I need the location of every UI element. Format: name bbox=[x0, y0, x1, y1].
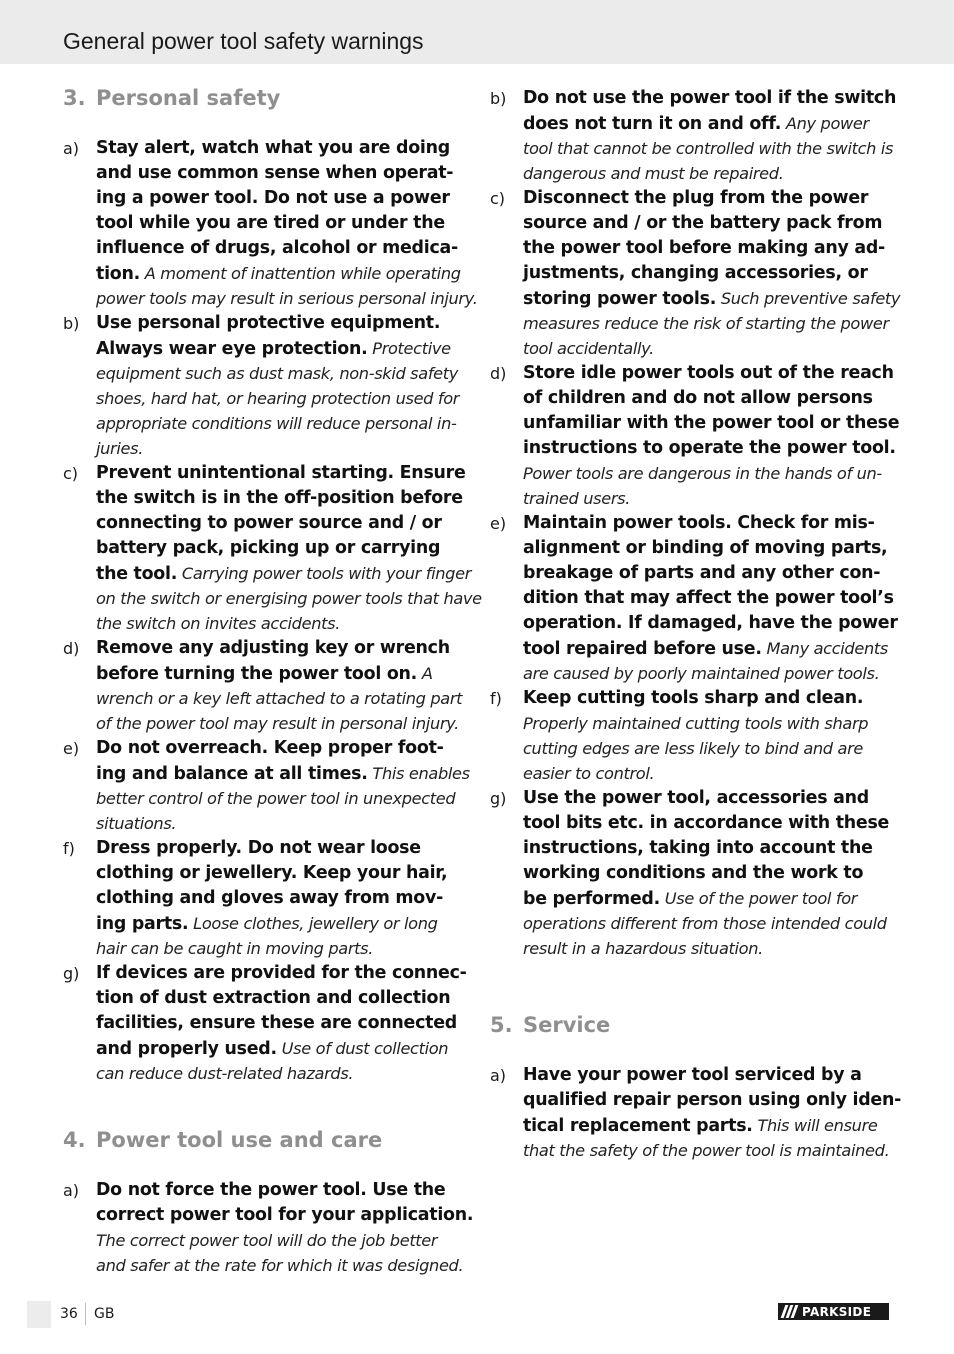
text-line bbox=[523, 1138, 901, 1163]
italic-text: operations different from those intended could bbox=[523, 914, 887, 933]
list-item bbox=[490, 686, 890, 786]
bold-text: alignment or binding of moving parts, bbox=[523, 538, 888, 558]
text-line bbox=[523, 211, 900, 236]
item-label: a) bbox=[63, 139, 80, 158]
item-label: d) bbox=[490, 364, 507, 383]
text-line bbox=[96, 736, 470, 761]
italic-text: Loose clothes, jewellery or long bbox=[188, 914, 438, 933]
text-line bbox=[96, 886, 466, 911]
item-text bbox=[523, 86, 896, 186]
italic-text: result in a hazardous situation. bbox=[523, 939, 763, 958]
bold-text: Do not force the power tool. Use the bbox=[96, 1180, 446, 1200]
text-line bbox=[523, 836, 890, 861]
service-list bbox=[490, 1063, 902, 1163]
text-line bbox=[523, 686, 890, 711]
bold-text: tion. bbox=[96, 264, 140, 284]
text-line bbox=[523, 761, 890, 786]
page-title: General power tool safety warnings bbox=[63, 28, 424, 54]
italic-text: that the safety of the power tool is maintained. bbox=[523, 1141, 890, 1160]
item-label: g) bbox=[490, 789, 507, 808]
text-line bbox=[96, 936, 466, 961]
language-code: GB bbox=[94, 1306, 115, 1322]
italic-text: tool accidentally. bbox=[523, 339, 654, 358]
bold-text: instructions, taking into account the bbox=[523, 838, 873, 858]
bold-text: Keep cutting tools sharp and clean. bbox=[523, 688, 864, 708]
italic-text: trained users. bbox=[523, 489, 631, 508]
text-line bbox=[96, 611, 482, 636]
text-line bbox=[96, 461, 482, 486]
text-line bbox=[96, 336, 466, 361]
text-line bbox=[523, 136, 896, 161]
list-item bbox=[63, 961, 466, 1086]
text-line bbox=[523, 636, 898, 661]
bold-text: Store idle power tools out of the reach bbox=[523, 363, 894, 383]
bold-text: ing and balance at all times. bbox=[96, 764, 368, 784]
item-label: g) bbox=[63, 964, 80, 983]
italic-text: on the switch or energising power tools that have bbox=[96, 589, 482, 608]
text-line bbox=[523, 711, 890, 736]
text-line bbox=[523, 661, 898, 686]
power-tool-use-list-continued bbox=[490, 86, 901, 961]
text-line bbox=[96, 286, 478, 311]
left-column bbox=[63, 82, 482, 1278]
text-line bbox=[523, 361, 899, 386]
italic-text: the switch on invites accidents. bbox=[96, 614, 340, 633]
text-line bbox=[523, 111, 896, 136]
bold-text: ing parts. bbox=[96, 914, 189, 934]
text-line bbox=[96, 186, 478, 211]
item-text bbox=[96, 736, 470, 836]
section-number: 3. bbox=[63, 86, 86, 110]
item-label: d) bbox=[63, 639, 80, 658]
bold-text: working conditions and the work to bbox=[523, 863, 864, 883]
text-line bbox=[96, 836, 466, 861]
text-line bbox=[96, 386, 466, 411]
bold-text: tool while you are tired or under the bbox=[96, 213, 445, 233]
list-item bbox=[490, 361, 900, 511]
list-item bbox=[63, 636, 466, 736]
bold-text: does not turn it on and off. bbox=[523, 114, 782, 134]
italic-text: appropriate conditions will reduce personal in- bbox=[96, 414, 457, 433]
italic-text: easier to control. bbox=[523, 764, 655, 783]
bold-text: Prevent unintentional starting. Ensure bbox=[96, 463, 466, 483]
bold-text: before turning the power tool on. bbox=[96, 664, 418, 684]
bold-text: clothing and gloves away from mov- bbox=[96, 888, 444, 908]
footer-divider bbox=[85, 1303, 86, 1325]
list-item bbox=[63, 836, 466, 961]
bold-text: connecting to power source and / or bbox=[96, 513, 442, 533]
text-line bbox=[523, 511, 898, 536]
italic-text: The correct power tool will do the job better bbox=[96, 1231, 438, 1250]
bold-text: source and / or the battery pack from bbox=[523, 213, 883, 233]
bold-text: Do not overreach. Keep proper foot- bbox=[96, 738, 444, 758]
item-label: c) bbox=[490, 189, 506, 208]
italic-text: and safer at the rate for which it was designed. bbox=[96, 1256, 464, 1275]
list-item bbox=[63, 136, 478, 311]
bold-text: Always wear eye protection. bbox=[96, 339, 368, 359]
italic-text: Properly maintained cutting tools with sharp bbox=[523, 714, 869, 733]
bold-text: and properly used. bbox=[96, 1039, 277, 1059]
text-line bbox=[523, 336, 900, 361]
bold-text: Have your power tool serviced by a bbox=[523, 1065, 862, 1085]
bold-text: battery pack, picking up or carrying bbox=[96, 538, 441, 558]
section-title: Personal safety bbox=[96, 86, 281, 110]
italic-text: This will ensure bbox=[752, 1116, 878, 1135]
list-item bbox=[490, 511, 898, 686]
italic-text: power tools may result in serious personal injury. bbox=[96, 289, 478, 308]
item-text bbox=[523, 186, 900, 361]
personal-safety-list bbox=[63, 136, 482, 1086]
text-line bbox=[96, 811, 470, 836]
item-text bbox=[96, 636, 466, 736]
section-heading-service bbox=[490, 1009, 890, 1041]
text-line bbox=[523, 461, 899, 486]
brand-name: PARKSIDE bbox=[802, 1304, 872, 1319]
text-line bbox=[523, 886, 890, 911]
item-label: a) bbox=[490, 1066, 507, 1085]
text-line bbox=[523, 811, 890, 836]
text-line bbox=[523, 536, 898, 561]
text-line bbox=[523, 411, 899, 436]
item-label: f) bbox=[490, 689, 502, 708]
list-item bbox=[490, 86, 897, 186]
item-text bbox=[523, 1063, 901, 1163]
bold-text: dition that may affect the power tool’s bbox=[523, 588, 894, 608]
text-line bbox=[523, 911, 890, 936]
text-line bbox=[96, 761, 470, 786]
list-item bbox=[63, 461, 482, 636]
bold-text: tool repaired before use. bbox=[523, 639, 762, 659]
item-text bbox=[96, 136, 478, 311]
section-title: Power tool use and care bbox=[96, 1128, 383, 1152]
text-line bbox=[523, 486, 899, 511]
italic-text: Such preventive safety bbox=[716, 289, 901, 308]
text-line bbox=[523, 861, 890, 886]
bold-text: the tool. bbox=[96, 564, 178, 584]
text-line bbox=[523, 261, 900, 286]
italic-text: cutting edges are less likely to bind and are bbox=[523, 739, 864, 758]
italic-text: This enables bbox=[367, 764, 470, 783]
bold-text: and use common sense when operat- bbox=[96, 163, 454, 183]
bold-text: instructions to operate the power tool. bbox=[523, 438, 896, 458]
italic-text: A bbox=[417, 664, 433, 683]
text-line bbox=[96, 1253, 473, 1278]
text-line bbox=[523, 386, 899, 411]
italic-text: are caused by poorly maintained power tools. bbox=[523, 664, 880, 683]
text-line bbox=[96, 1203, 473, 1228]
bold-text: storing power tools. bbox=[523, 289, 717, 309]
page-number: 36 bbox=[60, 1306, 78, 1322]
bold-text: Remove any adjusting key or wrench bbox=[96, 638, 450, 658]
bold-text: of children and do not allow persons bbox=[523, 388, 873, 408]
text-line bbox=[96, 861, 466, 886]
item-text bbox=[96, 836, 466, 961]
italic-text: Protective bbox=[367, 339, 451, 358]
text-line bbox=[523, 736, 890, 761]
item-text bbox=[523, 361, 899, 511]
italic-text: of the power tool may result in personal injury. bbox=[96, 714, 459, 733]
list-item bbox=[490, 1063, 902, 1163]
text-line bbox=[523, 186, 900, 211]
section-heading-personal-safety bbox=[63, 82, 466, 114]
item-text bbox=[523, 786, 890, 961]
bold-text: clothing or jewellery. Keep your hair, bbox=[96, 863, 448, 883]
text-line bbox=[96, 486, 482, 511]
text-line bbox=[96, 586, 482, 611]
item-text bbox=[523, 511, 898, 686]
text-line bbox=[96, 161, 478, 186]
text-line bbox=[523, 286, 900, 311]
text-line bbox=[523, 436, 899, 461]
text-line bbox=[96, 986, 467, 1011]
bold-text: the switch is in the off-position before bbox=[96, 488, 463, 508]
italic-text: situations. bbox=[96, 814, 177, 833]
text-line bbox=[96, 511, 482, 536]
text-line bbox=[96, 236, 478, 261]
italic-text: Use of dust collection bbox=[276, 1039, 449, 1058]
bold-text: qualified repair person using only iden- bbox=[523, 1090, 902, 1110]
bold-text: facilities, ensure these are connected bbox=[96, 1013, 457, 1033]
bold-text: If devices are provided for the connec- bbox=[96, 963, 467, 983]
text-line bbox=[96, 661, 466, 686]
bold-text: operation. If damaged, have the power bbox=[523, 613, 898, 633]
footer-box bbox=[27, 1301, 51, 1328]
text-line bbox=[96, 961, 467, 986]
item-label: b) bbox=[490, 89, 507, 108]
italic-text: juries. bbox=[96, 439, 143, 458]
text-line bbox=[96, 1178, 473, 1203]
right-column bbox=[490, 82, 902, 1163]
italic-text: equipment such as dust mask, non-skid safety bbox=[96, 364, 459, 383]
text-line bbox=[96, 1036, 467, 1061]
italic-text: dangerous and must be repaired. bbox=[523, 164, 784, 183]
text-line bbox=[96, 436, 466, 461]
list-item bbox=[490, 786, 890, 961]
bold-text: tool bits etc. in accordance with these bbox=[523, 813, 890, 833]
bold-text: Dress properly. Do not wear loose bbox=[96, 838, 421, 858]
text-line bbox=[96, 711, 466, 736]
text-line bbox=[96, 786, 470, 811]
text-line bbox=[96, 911, 466, 936]
item-label: c) bbox=[63, 464, 79, 483]
brand-stripes-icon bbox=[778, 1303, 800, 1320]
bold-text: be performed. bbox=[523, 889, 660, 909]
italic-text: Many accidents bbox=[761, 639, 888, 658]
text-line bbox=[523, 611, 898, 636]
item-text bbox=[96, 961, 467, 1086]
italic-text: wrench or a key left attached to a rotating part bbox=[96, 689, 463, 708]
section-number: 4. bbox=[63, 1128, 86, 1152]
bold-text: tion of dust extraction and collection bbox=[96, 988, 451, 1008]
item-label: a) bbox=[63, 1181, 80, 1200]
text-line bbox=[96, 136, 478, 161]
bold-text: Use personal protective equipment. bbox=[96, 313, 441, 333]
text-line bbox=[96, 1228, 473, 1253]
text-line bbox=[523, 1088, 901, 1113]
bold-text: Maintain power tools. Check for mis- bbox=[523, 513, 875, 533]
italic-text: Carrying power tools with your finger bbox=[177, 564, 472, 583]
text-line bbox=[96, 1061, 467, 1086]
text-line bbox=[96, 261, 478, 286]
bold-text: justments, changing accessories, or bbox=[523, 263, 868, 283]
item-label: b) bbox=[63, 314, 80, 333]
text-line bbox=[96, 636, 466, 661]
bold-text: tical replacement parts. bbox=[523, 1116, 753, 1136]
bold-text: breakage of parts and any other con- bbox=[523, 563, 881, 583]
text-line bbox=[523, 936, 890, 961]
bold-text: Stay alert, watch what you are doing bbox=[96, 138, 450, 158]
item-label: e) bbox=[490, 514, 507, 533]
text-line bbox=[523, 1063, 901, 1088]
text-line bbox=[523, 86, 896, 111]
italic-text: shoes, hard hat, or hearing protection used for bbox=[96, 389, 460, 408]
item-text bbox=[96, 461, 482, 636]
italic-text: Power tools are dangerous in the hands of un- bbox=[523, 464, 882, 483]
text-line bbox=[523, 161, 896, 186]
text-line bbox=[523, 1113, 901, 1138]
text-line bbox=[523, 786, 890, 811]
italic-text: Any power bbox=[781, 114, 869, 133]
item-text bbox=[523, 686, 890, 786]
bold-text: correct power tool for your application. bbox=[96, 1205, 474, 1225]
text-line bbox=[96, 311, 466, 336]
italic-text: better control of the power tool in unexpected bbox=[96, 789, 456, 808]
italic-text: Use of the power tool for bbox=[659, 889, 858, 908]
italic-text: measures reduce the risk of starting the power bbox=[523, 314, 889, 333]
text-line bbox=[96, 1011, 467, 1036]
list-item bbox=[63, 736, 470, 836]
item-text bbox=[96, 311, 466, 461]
section-title: Service bbox=[523, 1013, 611, 1037]
italic-text: tool that cannot be controlled with the switch is bbox=[523, 139, 894, 158]
text-line bbox=[523, 586, 898, 611]
bold-text: Do not use the power tool if the switch bbox=[523, 88, 897, 108]
text-line bbox=[96, 211, 478, 236]
bold-text: unfamiliar with the power tool or these bbox=[523, 413, 900, 433]
text-line bbox=[523, 561, 898, 586]
bold-text: influence of drugs, alcohol or medica- bbox=[96, 238, 458, 258]
text-line bbox=[96, 536, 482, 561]
bold-text: Disconnect the plug from the power bbox=[523, 188, 869, 208]
italic-text: hair can be caught in moving parts. bbox=[96, 939, 374, 958]
text-line bbox=[96, 561, 482, 586]
section-heading-power-tool-use bbox=[63, 1124, 466, 1156]
text-line bbox=[96, 686, 466, 711]
item-label: f) bbox=[63, 839, 75, 858]
bold-text: Use the power tool, accessories and bbox=[523, 788, 869, 808]
list-item bbox=[63, 1178, 474, 1278]
text-line bbox=[523, 311, 900, 336]
section-number: 5. bbox=[490, 1013, 513, 1037]
italic-text: can reduce dust-related hazards. bbox=[96, 1064, 354, 1083]
power-tool-use-list bbox=[63, 1178, 474, 1278]
bold-text: the power tool before making any ad- bbox=[523, 238, 886, 258]
list-item bbox=[490, 186, 901, 361]
brand-logo bbox=[778, 1303, 889, 1320]
item-label: e) bbox=[63, 739, 80, 758]
text-line bbox=[96, 361, 466, 386]
text-line bbox=[96, 411, 466, 436]
text-line bbox=[523, 236, 900, 261]
bold-text: ing a power tool. Do not use a power bbox=[96, 188, 450, 208]
italic-text: A moment of inattention while operating bbox=[139, 264, 461, 283]
item-text bbox=[96, 1178, 473, 1278]
list-item bbox=[63, 311, 466, 461]
